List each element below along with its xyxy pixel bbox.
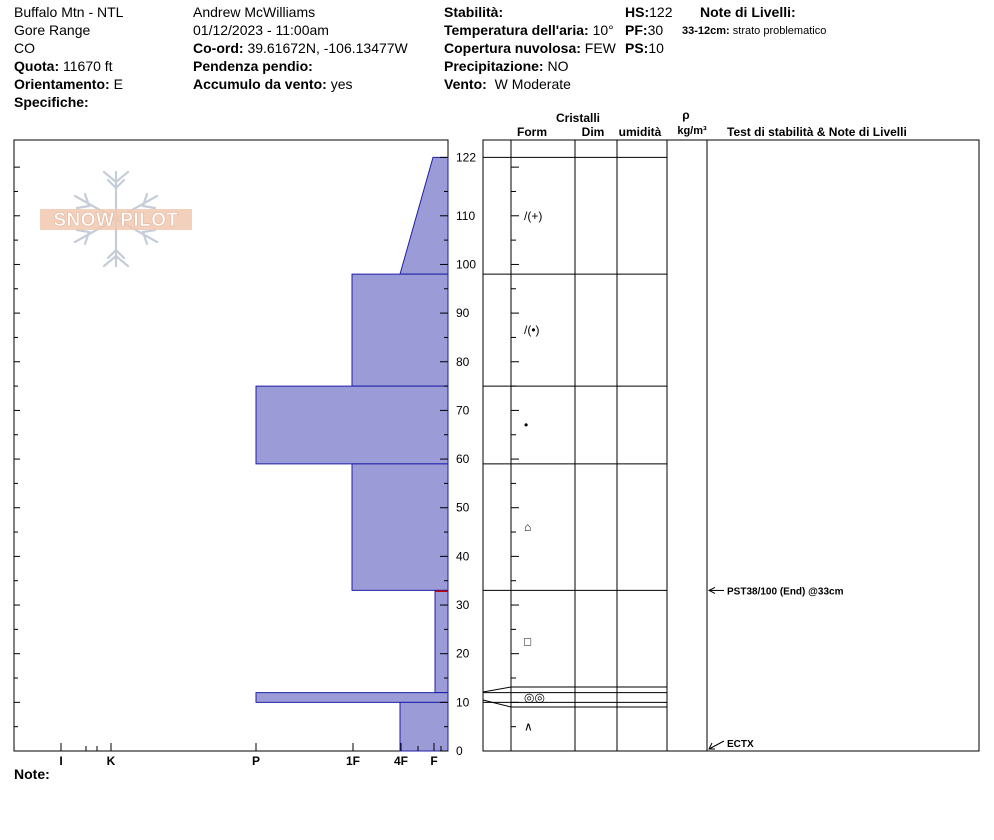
site-range: Gore Range: [14, 22, 91, 38]
depth-label-110: 110: [456, 208, 476, 223]
stability-note-1: PST38/100 (End) @33cm: [727, 586, 844, 598]
hardness-label-F: F: [430, 754, 438, 768]
pf-value: 30: [647, 22, 664, 38]
hardness-label-I: I: [59, 754, 63, 768]
specifiche-label: Specifiche:: [14, 94, 89, 110]
site-name: Buffalo Mtn - NTL: [14, 4, 124, 20]
grain-form-layer-5: □: [524, 634, 532, 649]
layer-connector-line: [483, 700, 511, 707]
depth-label-60: 60: [456, 452, 470, 467]
hs-label: HS:: [625, 4, 650, 20]
rho-unit-header: kg/m³: [677, 125, 707, 137]
depth-label-20: 20: [456, 646, 470, 661]
depth-label-122: 122: [456, 150, 477, 165]
stability-header: Test di stabilità & Note di Livelli: [727, 125, 907, 139]
precipitazione-value: NO: [547, 58, 569, 74]
temperatura-label: Temperatura dell'aria:: [444, 22, 589, 38]
observer-datetime: 01/12/2023 - 11:00am: [193, 22, 329, 38]
copertura-label: Copertura nuvolosa:: [444, 40, 581, 56]
umidita-header: umidità: [618, 125, 662, 139]
orientamento-value: E: [113, 76, 123, 92]
depth-label-50: 50: [456, 500, 470, 515]
grain-table-frame: [483, 140, 979, 751]
stabilita-label: Stabilità:: [444, 4, 504, 20]
dim-header: Dim: [581, 125, 605, 139]
quota-value: 11670 ft: [63, 58, 113, 74]
orientamento-label: Orientamento:: [14, 76, 110, 92]
layer-connector-line: [483, 687, 511, 692]
depth-label-80: 80: [456, 354, 470, 369]
note-label: Note:: [14, 766, 50, 782]
coord-label: Co-ord:: [193, 40, 244, 56]
grain-table: [483, 140, 979, 751]
pf-label: PF:: [625, 22, 648, 38]
depth-label-10: 10: [456, 695, 470, 710]
grain-table-header: [517, 108, 907, 139]
layer-note-depth: 33-12cm:: [682, 25, 730, 37]
quota-label: Quota:: [14, 58, 60, 74]
hardness-bar-layer-5: [435, 590, 448, 692]
hardness-plot: [14, 140, 448, 768]
depth-label-70: 70: [456, 403, 470, 418]
depth-label-100: 100: [456, 257, 477, 272]
form-header: Form: [517, 125, 547, 139]
grain-form-layer-2: /(•): [524, 323, 540, 338]
depth-label-40: 40: [456, 549, 470, 564]
layer-note-text: strato problematico: [732, 25, 827, 37]
vento-label: Vento:: [444, 76, 487, 92]
depth-label-90: 90: [456, 306, 470, 321]
grain-form-layer-1: /(+): [524, 208, 543, 223]
snowpilot-logo: [40, 172, 192, 266]
hardness-bar-layer-3: [256, 386, 448, 464]
note-livelli-label: Note di Livelli:: [700, 4, 796, 20]
hardness-label-4F: 4F: [393, 754, 409, 768]
hardness-bar-layer-6: [256, 693, 448, 703]
grain-form-layer-3: •: [524, 418, 529, 433]
stability-notes: [709, 586, 844, 750]
hardness-bar-layer-4: [352, 464, 448, 591]
grain-form-layer-6: ◎◎: [524, 690, 545, 705]
site-state: CO: [14, 40, 35, 56]
accumulo-value: yes: [330, 76, 353, 92]
hs-value: 122: [649, 4, 673, 20]
observer-name: Andrew McWilliams: [193, 4, 316, 20]
depth-label-30: 30: [456, 598, 470, 613]
stability-note-2: ECTX: [727, 739, 754, 750]
hardness-bar-layer-7: [400, 702, 448, 751]
copertura-value: FEW: [584, 40, 616, 56]
hardness-label-1F: 1F: [345, 754, 361, 768]
temperatura-value: 10°: [592, 22, 614, 38]
vento-value: W Moderate: [494, 76, 571, 92]
hardness-label-K: K: [106, 754, 116, 768]
depth-label-0: 0: [456, 744, 463, 758]
grain-form-layer-7: ∧: [524, 719, 533, 734]
snowpilot-logo-text: SNOW PILOT: [53, 210, 179, 231]
grain-form-layer-4: ⌂: [524, 520, 532, 535]
ps-label: PS:: [625, 40, 649, 56]
hardness-bar-layer-2: [352, 274, 448, 386]
accumulo-label: Accumulo da vento:: [193, 76, 327, 92]
hardness-label-P: P: [251, 754, 261, 768]
rho-header: ρ: [682, 108, 690, 122]
precipitazione-label: Precipitazione:: [444, 58, 544, 74]
coord-value: 39.61672N, -106.13477W: [247, 40, 408, 56]
pendenza-label: Pendenza pendio:: [193, 58, 313, 74]
cristalli-header: Cristalli: [555, 111, 601, 125]
ps-value: 10: [648, 40, 664, 56]
